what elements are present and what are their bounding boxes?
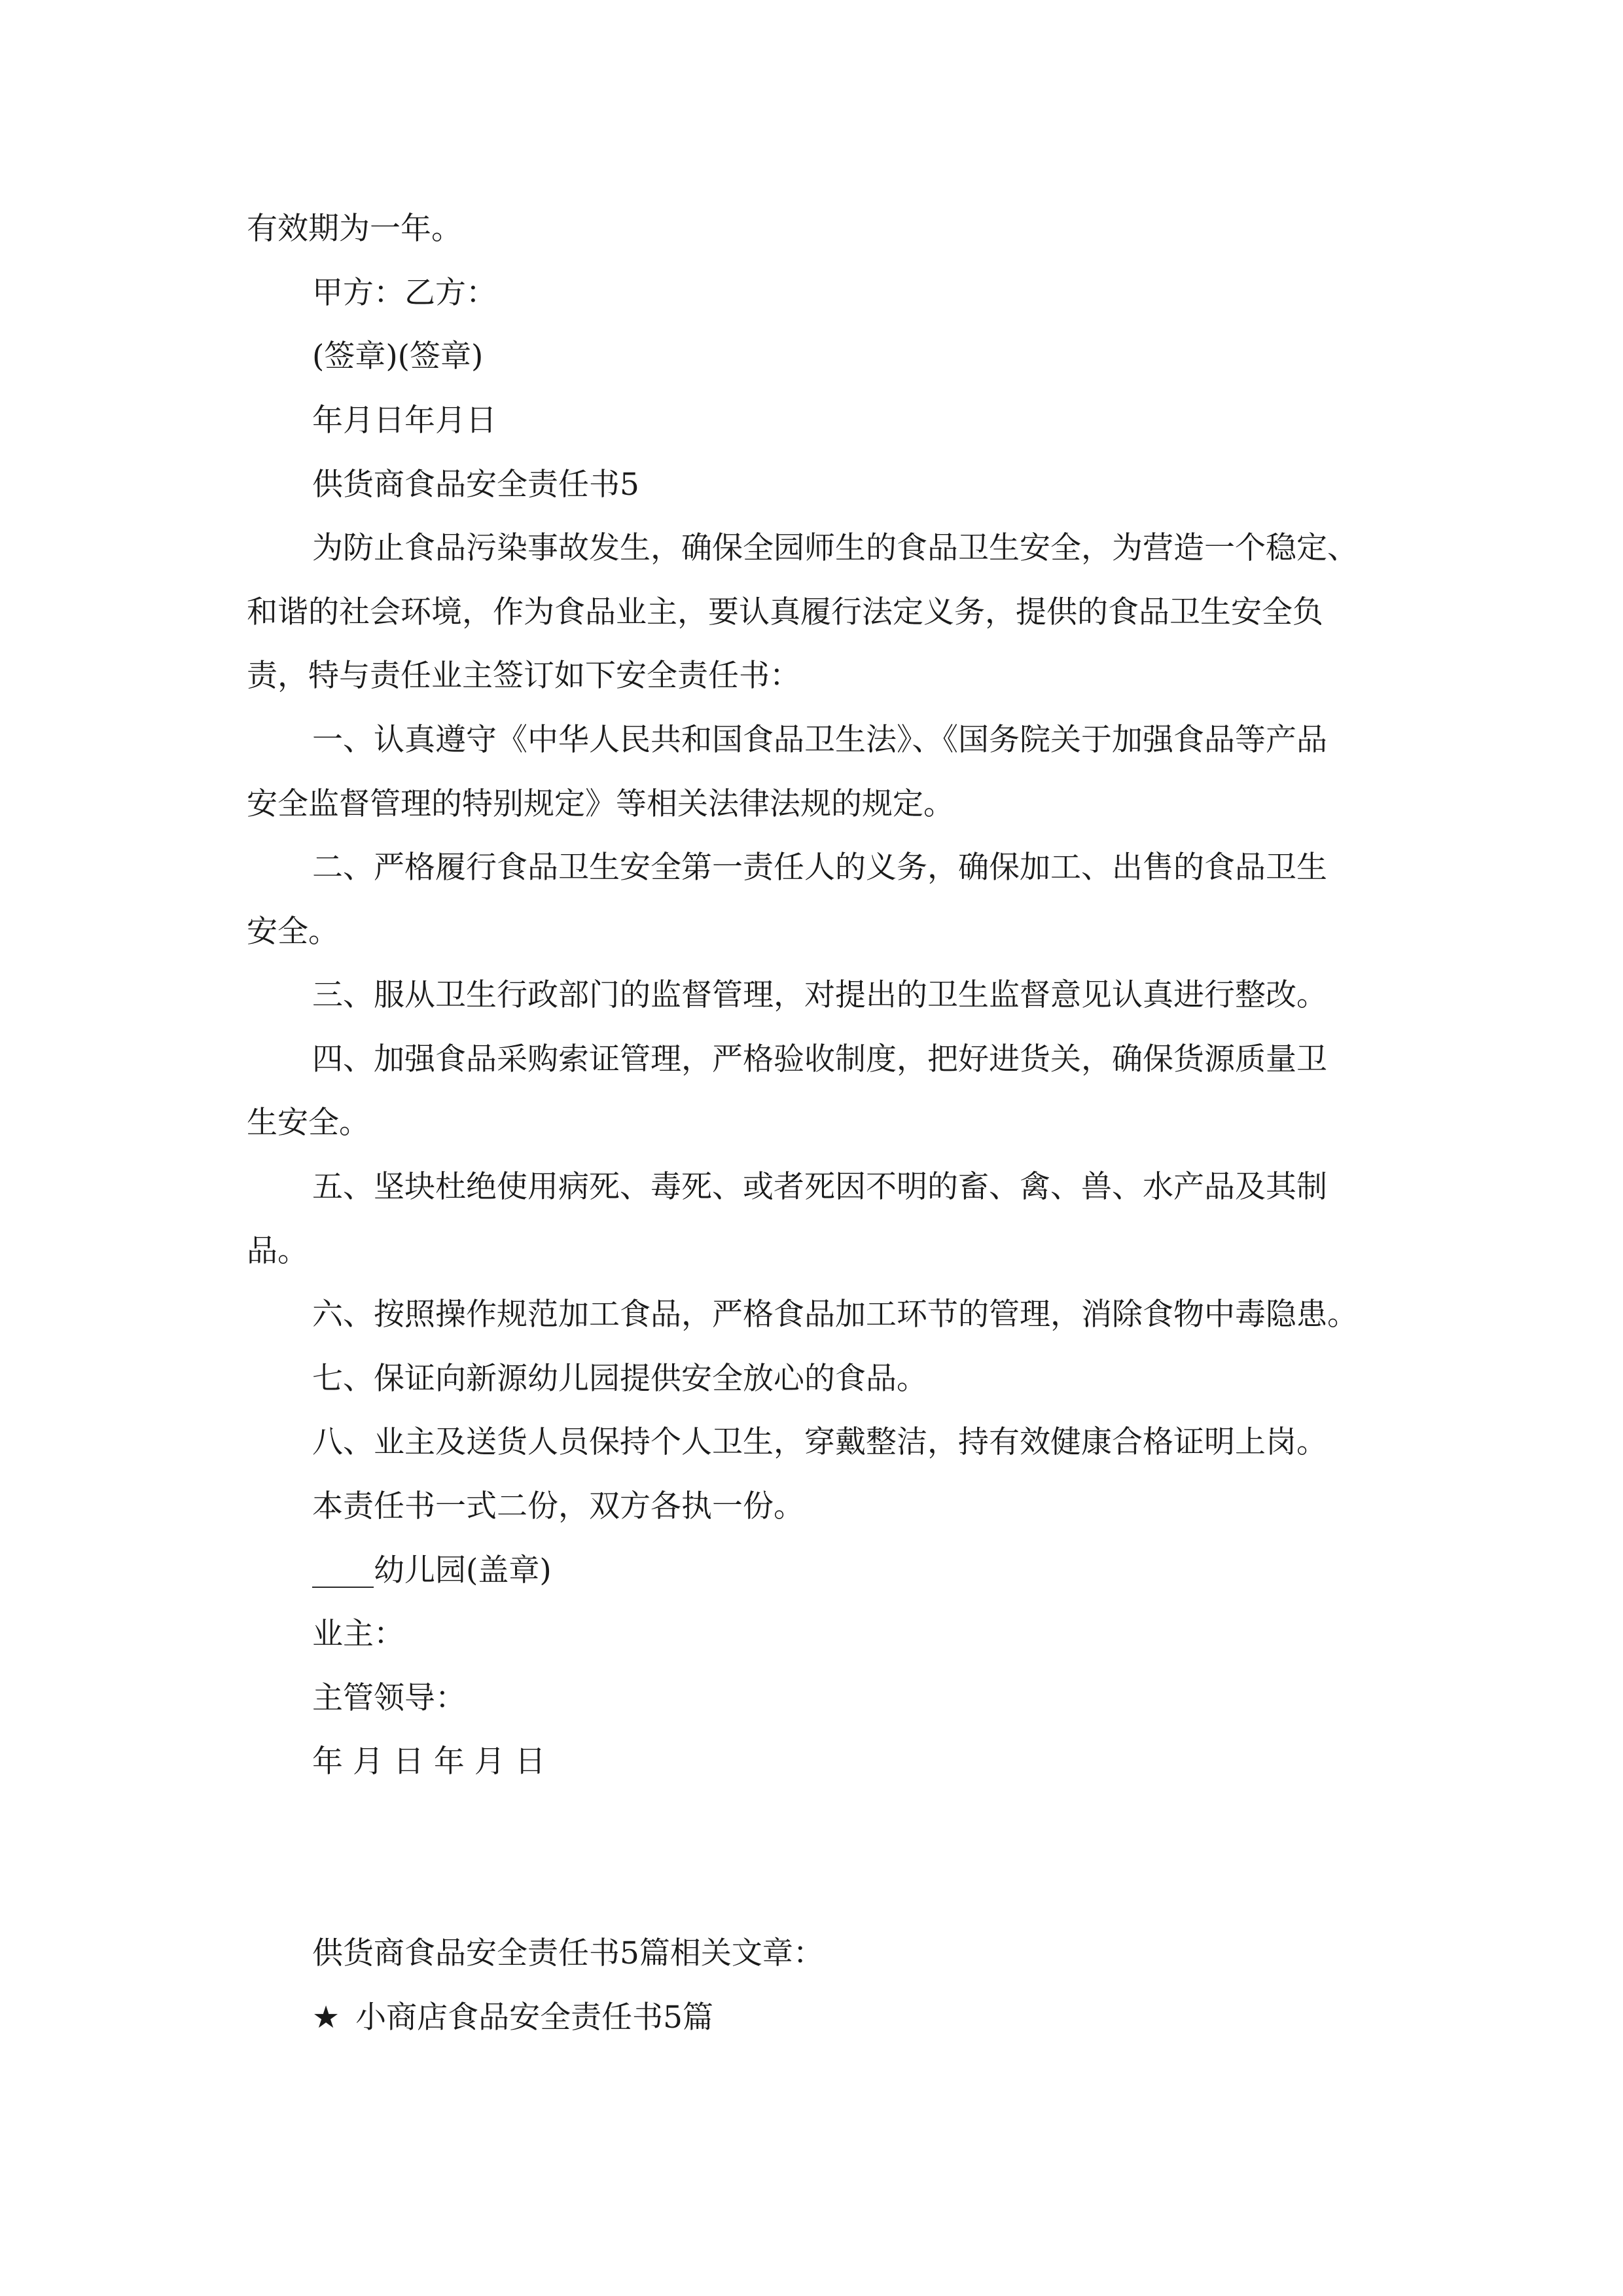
text-line: 五、坚块杜绝使用病死、毒死、或者死因不明的畜、禽、兽、水产品及其制: [312, 1169, 1327, 1205]
text-line: 年月日年月日: [312, 403, 497, 439]
text-line: 三、服从卫生行政部门的监督管理，对提出的卫生监督意见认真进行整改。: [312, 977, 1327, 1013]
text-line: 责，特与责任业主签订如下安全责任书：: [247, 658, 800, 694]
text-line: 为防止食品污染事故发生，确保全园师生的食品卫生安全，为营造一个稳定、: [312, 530, 1358, 566]
text-line: 二、严格履行食品卫生安全第一责任人的义务，确保加工、出售的食品卫生: [312, 850, 1327, 886]
section-title: 供货商食品安全责任书5: [312, 467, 639, 503]
text-line: 和谐的社会环境，作为食品业主，要认真履行法定义务，提供的食品卫生安全负: [247, 594, 1323, 630]
related-article-item[interactable]: [312, 1998, 1464, 2037]
text-line: 生安全。: [247, 1105, 370, 1141]
date-line: 年 月 日 年 月 日: [312, 1744, 546, 1780]
signature-line: ____幼儿园(盖章): [312, 1552, 552, 1588]
signature-line: 业主：: [312, 1616, 404, 1652]
text-line: 本责任书一式二份，双方各执一份。: [312, 1488, 804, 1524]
text-line: 品。: [247, 1233, 308, 1269]
related-heading: 供货商食品安全责任书5篇相关文章：: [312, 1935, 824, 1971]
text-line: 七、保证向新源幼儿园提供安全放心的食品。: [312, 1361, 927, 1397]
text-line: 甲方：乙方：: [312, 275, 497, 311]
related-article-link[interactable]: 小商店食品安全责任书5篇: [355, 2000, 714, 2036]
text-line: 四、加强食品采购索证管理，严格验收制度，把好进货关，确保货源质量卫: [312, 1041, 1327, 1077]
text-line: 安全监督管理的特别规定》等相关法律法规的规定。: [247, 786, 954, 822]
text-line: 一、认真遵守《中华人民共和国食品卫生法》、《国务院关于加强食品等产品: [312, 722, 1327, 758]
text-line: 六、按照操作规范加工食品，严格食品加工环节的管理，消除食物中毒隐患。: [312, 1297, 1358, 1333]
star-icon: ★: [312, 2000, 340, 2036]
signature-line: 主管领导：: [312, 1680, 466, 1716]
text-line: (签章)(签章): [312, 338, 484, 374]
text-line: 安全。: [247, 914, 339, 950]
text-line: 有效期为一年。: [247, 211, 462, 247]
text-line: 八、业主及送货人员保持个人卫生，穿戴整洁，持有效健康合格证明上岗。: [312, 1424, 1327, 1460]
